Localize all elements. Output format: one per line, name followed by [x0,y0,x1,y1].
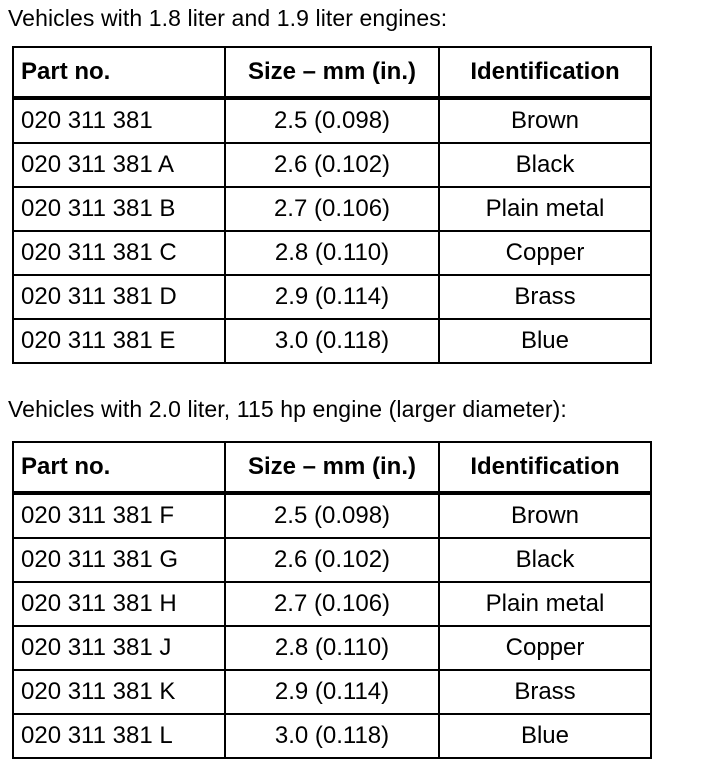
part-number-cell: 020 311 381 H [13,582,225,626]
size-cell: 2.7 (0.106) [225,582,439,626]
table-header-row [13,442,651,493]
identification-cell: Brown [439,493,651,538]
header-part-no: Part no. [13,442,225,493]
size-cell: 3.0 (0.118) [225,714,439,758]
size-cell: 2.8 (0.110) [225,231,439,275]
parts-table-1 [12,46,652,364]
identification-cell: Plain metal [439,187,651,231]
size-cell: 2.8 (0.110) [225,626,439,670]
section-caption-1: Vehicles with 1.8 liter and 1.9 liter engines: [8,5,448,31]
part-number-cell: 020 311 381 E [13,319,225,363]
part-number-cell: 020 311 381 L [13,714,225,758]
table-row [13,538,651,582]
table-header-row [13,47,651,98]
identification-cell: Blue [439,319,651,363]
size-cell: 2.5 (0.098) [225,98,439,143]
size-cell: 2.9 (0.114) [225,670,439,714]
part-number-cell: 020 311 381 J [13,626,225,670]
table-row [13,187,651,231]
size-cell: 2.5 (0.098) [225,493,439,538]
part-number-cell: 020 311 381 D [13,275,225,319]
part-number-cell: 020 311 381 C [13,231,225,275]
part-number-cell: 020 311 381 B [13,187,225,231]
identification-cell: Brown [439,98,651,143]
size-cell: 3.0 (0.118) [225,319,439,363]
header-size: Size – mm (in.) [225,442,439,493]
table-row [13,582,651,626]
identification-cell: Brass [439,275,651,319]
table-row [13,275,651,319]
part-number-cell: 020 311 381 F [13,493,225,538]
identification-cell: Black [439,143,651,187]
size-cell: 2.6 (0.102) [225,143,439,187]
header-identification: Identification [439,47,651,98]
part-number-cell: 020 311 381 G [13,538,225,582]
parts-table-2 [12,441,652,759]
identification-cell: Blue [439,714,651,758]
identification-cell: Brass [439,670,651,714]
identification-cell: Plain metal [439,582,651,626]
table-row [13,670,651,714]
table-row [13,231,651,275]
identification-cell: Black [439,538,651,582]
size-cell: 2.9 (0.114) [225,275,439,319]
identification-cell: Copper [439,626,651,670]
part-number-cell: 020 311 381 K [13,670,225,714]
section-caption-2: Vehicles with 2.0 liter, 115 hp engine (larger diameter): [8,396,567,422]
table-row [13,493,651,538]
header-size: Size – mm (in.) [225,47,439,98]
table-row [13,98,651,143]
table-row [13,143,651,187]
header-part-no: Part no. [13,47,225,98]
size-cell: 2.7 (0.106) [225,187,439,231]
identification-cell: Copper [439,231,651,275]
header-identification: Identification [439,442,651,493]
part-number-cell: 020 311 381 A [13,143,225,187]
table-row [13,714,651,758]
size-cell: 2.6 (0.102) [225,538,439,582]
table-row [13,626,651,670]
table-row [13,319,651,363]
part-number-cell: 020 311 381 [13,98,225,143]
